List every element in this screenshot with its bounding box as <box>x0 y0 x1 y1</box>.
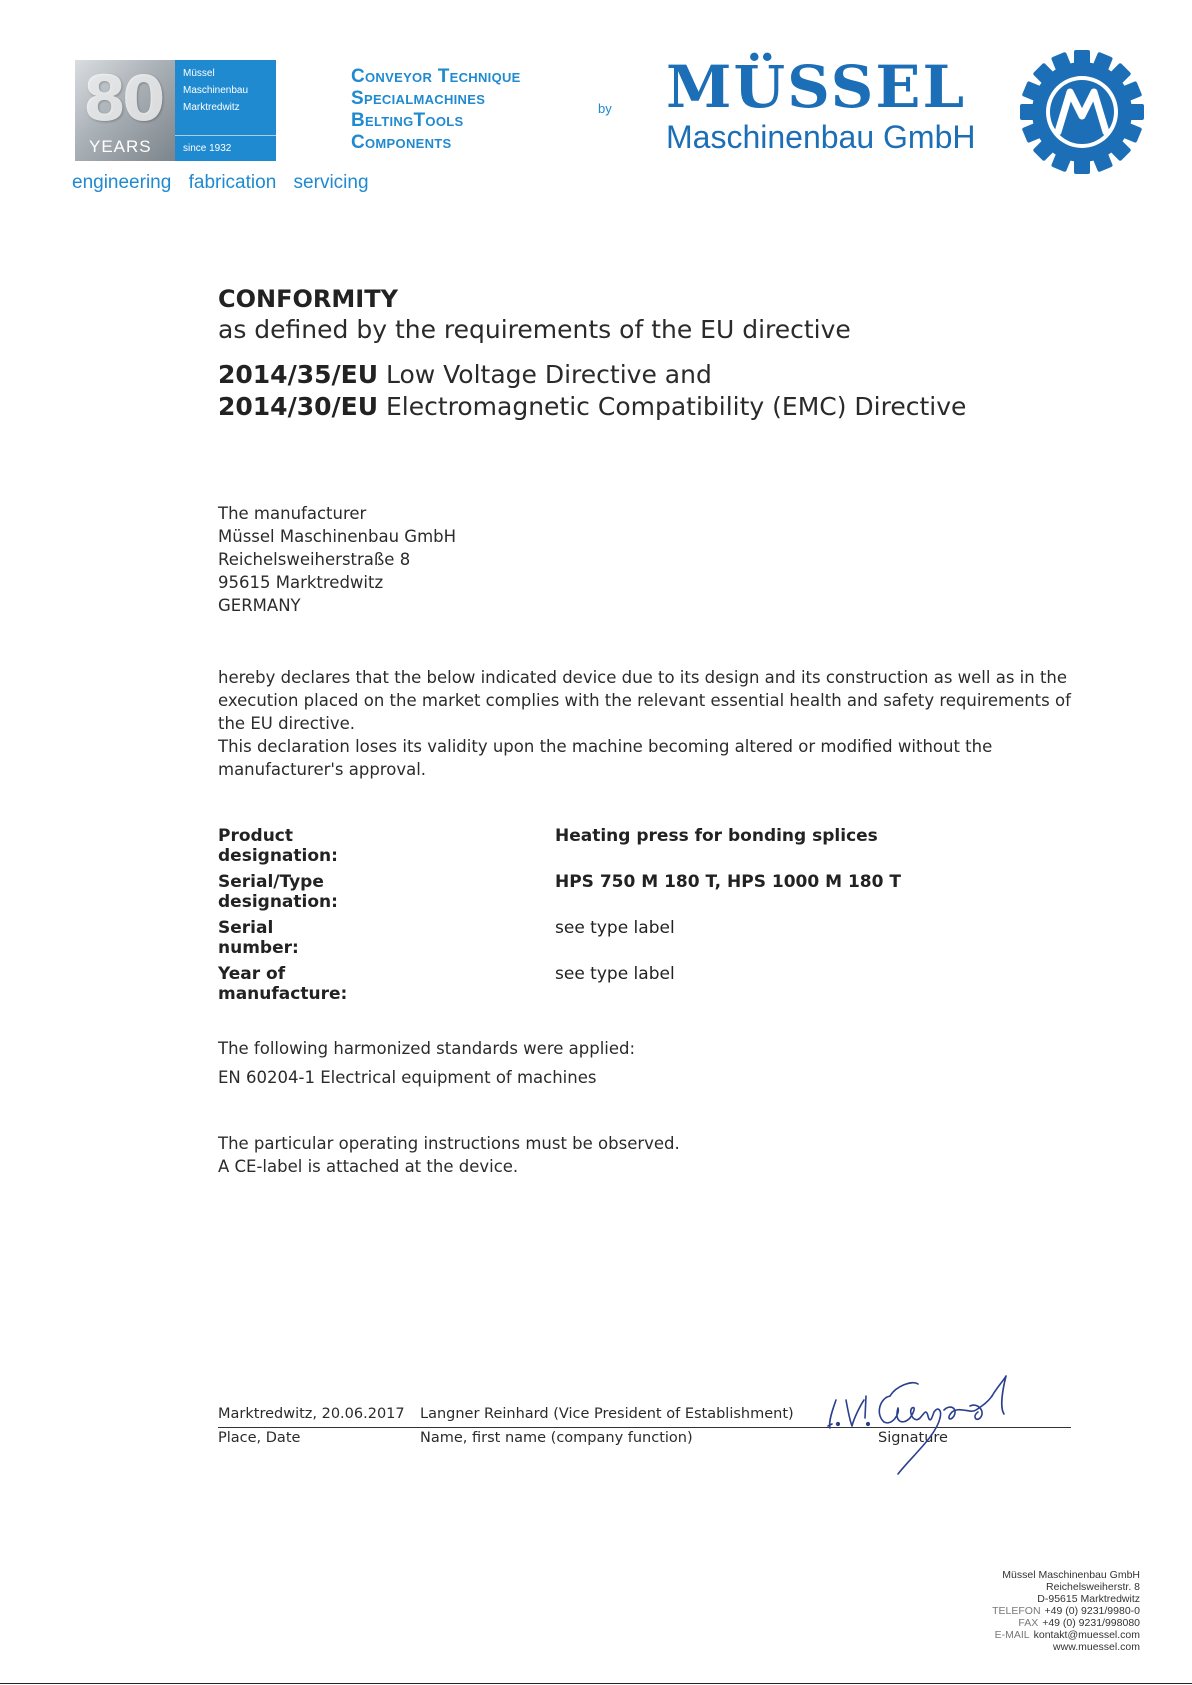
fax-label: FAX <box>1018 1617 1039 1629</box>
phone-value: +49 (0) 9231/9980-0 <box>1044 1605 1140 1617</box>
email-label: E-MAIL <box>994 1629 1030 1641</box>
title-subheading: as defined by the requirements of the EU directive <box>218 315 851 344</box>
directive-line <box>218 360 712 389</box>
service-item: BeltingTools <box>351 110 464 131</box>
place-date-label: Place, Date <box>218 1430 301 1446</box>
directive-code: 2014/35/EU <box>218 360 379 389</box>
brand-logo-text <box>666 55 975 155</box>
product-value: see type label <box>555 918 675 938</box>
place-date: Marktredwitz, 20.06.2017 <box>218 1406 405 1422</box>
badge-divider <box>175 135 276 136</box>
badge-info-panel <box>175 60 276 161</box>
signer-name: Langner Reinhard (Vice President of Establishment) <box>420 1406 794 1422</box>
service-item: Conveyor Technique <box>351 66 521 87</box>
badge-line1: Müssel <box>183 68 215 79</box>
badge-80-panel <box>75 60 175 161</box>
product-label: Serial number: <box>218 918 299 958</box>
handwritten-signature <box>820 1366 1050 1476</box>
instructions-line: The particular operating instructions must be observed. <box>218 1134 680 1153</box>
signature-label: Signature <box>878 1430 948 1446</box>
product-label: Product designation: <box>218 826 338 866</box>
document-title <box>218 284 851 346</box>
instructions-block <box>218 1132 680 1178</box>
product-label: Year of manufacture: <box>218 964 348 1004</box>
footer-website[interactable]: www.muessel.com <box>1053 1641 1140 1653</box>
badge-line3: Marktredwitz <box>183 102 240 113</box>
standards-intro: The following harmonized standards were applied: <box>218 1039 636 1058</box>
services-list <box>351 66 521 154</box>
anniversary-badge <box>75 60 276 161</box>
footer-phone-row <box>900 1605 1140 1617</box>
manufacturer-country: GERMANY <box>218 596 301 615</box>
manufacturer-block <box>218 502 456 617</box>
directive-code: 2014/30/EU <box>218 392 379 421</box>
footer-address <box>900 1569 1140 1653</box>
product-label: Serial/Type designation: <box>218 872 338 912</box>
product-value: HPS 750 M 180 T, HPS 1000 M 180 T <box>555 872 901 892</box>
manufacturer-street: Reichelsweiherstraße 8 <box>218 550 411 569</box>
instructions-line: A CE-label is attached at the device. <box>218 1157 519 1176</box>
fax-value: +49 (0) 9231/998080 <box>1042 1617 1140 1629</box>
phone-label: TELEFON <box>992 1605 1041 1617</box>
tagline-engineering: engineering <box>72 172 172 193</box>
service-item: Components <box>351 132 452 153</box>
directive-text: Electromagnetic Compatibility (EMC) Directive <box>378 392 967 421</box>
page-bottom-rule <box>0 1683 1192 1684</box>
directive-line <box>218 392 966 421</box>
badge-since: since 1932 <box>183 143 232 154</box>
product-value: Heating press for bonding splices <box>555 826 878 846</box>
email-value[interactable]: kontakt@muessel.com <box>1033 1629 1140 1641</box>
footer-street: Reichelsweiherstr. 8 <box>1046 1581 1140 1593</box>
footer-city: D-95615 Marktredwitz <box>1037 1593 1140 1605</box>
declaration-paragraph: hereby declares that the below indicated device due to its design and its construction as well as in the execution placed on the market complies with the relevant essential health and safety requirements of the EU directive. <box>218 668 1071 733</box>
footer-company: Müssel Maschinenbau GmbH <box>1002 1569 1140 1581</box>
by-label: by <box>598 101 612 116</box>
product-value: see type label <box>555 964 675 984</box>
declaration-text <box>218 666 1078 781</box>
title-heading: CONFORMITY <box>218 285 398 313</box>
footer-email-row <box>900 1629 1140 1641</box>
signer-name-label: Name, first name (company function) <box>420 1430 693 1446</box>
brand-subtitle: Maschinenbau GmbH <box>666 119 976 155</box>
badge-number: 80 <box>83 62 162 135</box>
badge-line2: Maschinenbau <box>183 85 249 96</box>
tagline-fabrication: fabrication <box>188 172 277 193</box>
service-item: Specialmachines <box>351 88 486 109</box>
directive-text: Low Voltage Directive and <box>378 360 712 389</box>
manufacturer-intro: The manufacturer <box>218 504 367 523</box>
declaration-paragraph: This declaration loses its validity upon the machine becoming altered or modified without the manufacturer's approval. <box>218 737 993 779</box>
tagline <box>72 172 381 194</box>
manufacturer-city: 95615 Marktredwitz <box>218 573 384 592</box>
standards-block <box>218 1034 635 1092</box>
footer-fax-row <box>900 1617 1140 1629</box>
brand-name: MÜSSEL <box>666 53 967 121</box>
badge-years: YEARS <box>89 137 152 156</box>
manufacturer-name: Müssel Maschinenbau GmbH <box>218 527 457 546</box>
standards-item: EN 60204-1 Electrical equipment of machines <box>218 1068 597 1087</box>
gear-logo-icon <box>1018 48 1146 176</box>
tagline-servicing: servicing <box>293 172 369 193</box>
